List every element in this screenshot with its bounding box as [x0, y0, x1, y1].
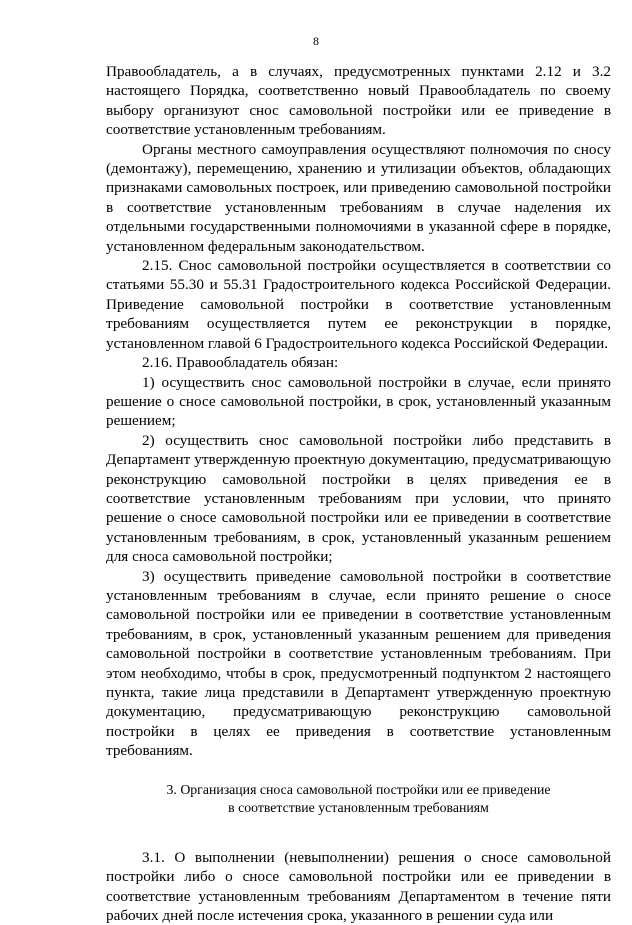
section-heading — [106, 781, 611, 818]
section-heading-line-1: 3. Организация сноса самовольной постройки или ее приведение — [166, 781, 551, 797]
paragraph-local-authorities: Органы местного самоуправления осуществляют полномочия по сносу (демонтажу), перемещению, хранению и утилизации объектов, обладающих признаками самовольных построек, или приведению самовольной постройки в соответствие установленным требованиям в случае наделения их отдельными государственными полномочиями в указанной сфере в порядке, установленном федеральным законодательством. — [106, 140, 611, 255]
section-heading-line-2: в соответствие установленным требованиям — [228, 800, 489, 816]
list-item-2: 2) осуществить снос самовольной постройки либо представить в Департамент утвержденную проектную документацию, предусматривающую реконструкцию самовольной постройки в целях приведения ее в соответствие установленным требованиям при условии, что принято решение о сносе самовольной постройки или ее приведении в соответствие установленным требованиям, в срок, установленный указанным решением для сноса самовольной постройки; — [106, 431, 611, 566]
list-item-3: 3) осуществить приведение самовольной постройки в соответствие установленным требованиям в случае, если принято решение о сносе самовольной постройки или ее приведении в соответствие установленным требованиям, в срок, установленный указанным решением для приведения самовольной постройки в соответствие установленным требованиям. При этом необходимо, чтобы в срок, предусмотренный подпунктом 2 настоящего пункта, такие лица представили в Департамент утвержденную проектную документацию, предусматривающую реконструкцию самовольной постройки в целях ее приведения в соответствие установленным требованиям. — [106, 567, 611, 760]
paragraph-rightholder-choice: Правообладатель, а в случаях, предусмотренных пунктами 2.12 и 3.2 настоящего Порядка, соответственно новый Правообладатель по своему выбору организуют снос самовольной постройки или ее приведение в соответствие установленным требованиям. — [106, 63, 611, 139]
paragraph-2-15: 2.15. Снос самовольной постройки осуществляется в соответствии со статьями 55.30 и 55.31 Градостроительного кодекса Российской Федерации. Приведение самовольной постройки в соответствие установленным требованиям осуществляется путем ее реконструкции в порядке, установленном главой 6 Градостроительного кодекса Российской Федерации. — [106, 257, 611, 352]
paragraph-3-1: 3.1. О выполнении (невыполнении) решения о сносе самовольной постройки либо о сносе самовольной постройки или ее приведении в соответствие установленным требованиям Департаментом в течение пяти рабочих дней после истечения срока, указанного в решении суда или — [106, 848, 611, 925]
page-number: 8 — [313, 34, 319, 48]
paragraph-2-16: 2.16. Правообладатель обязан: — [142, 354, 339, 372]
list-item-1: 1) осуществить снос самовольной постройки в случае, если принято решение о сносе самовольной постройки, в срок, установленный указанным решением; — [106, 373, 611, 430]
document-body — [106, 62, 611, 925]
